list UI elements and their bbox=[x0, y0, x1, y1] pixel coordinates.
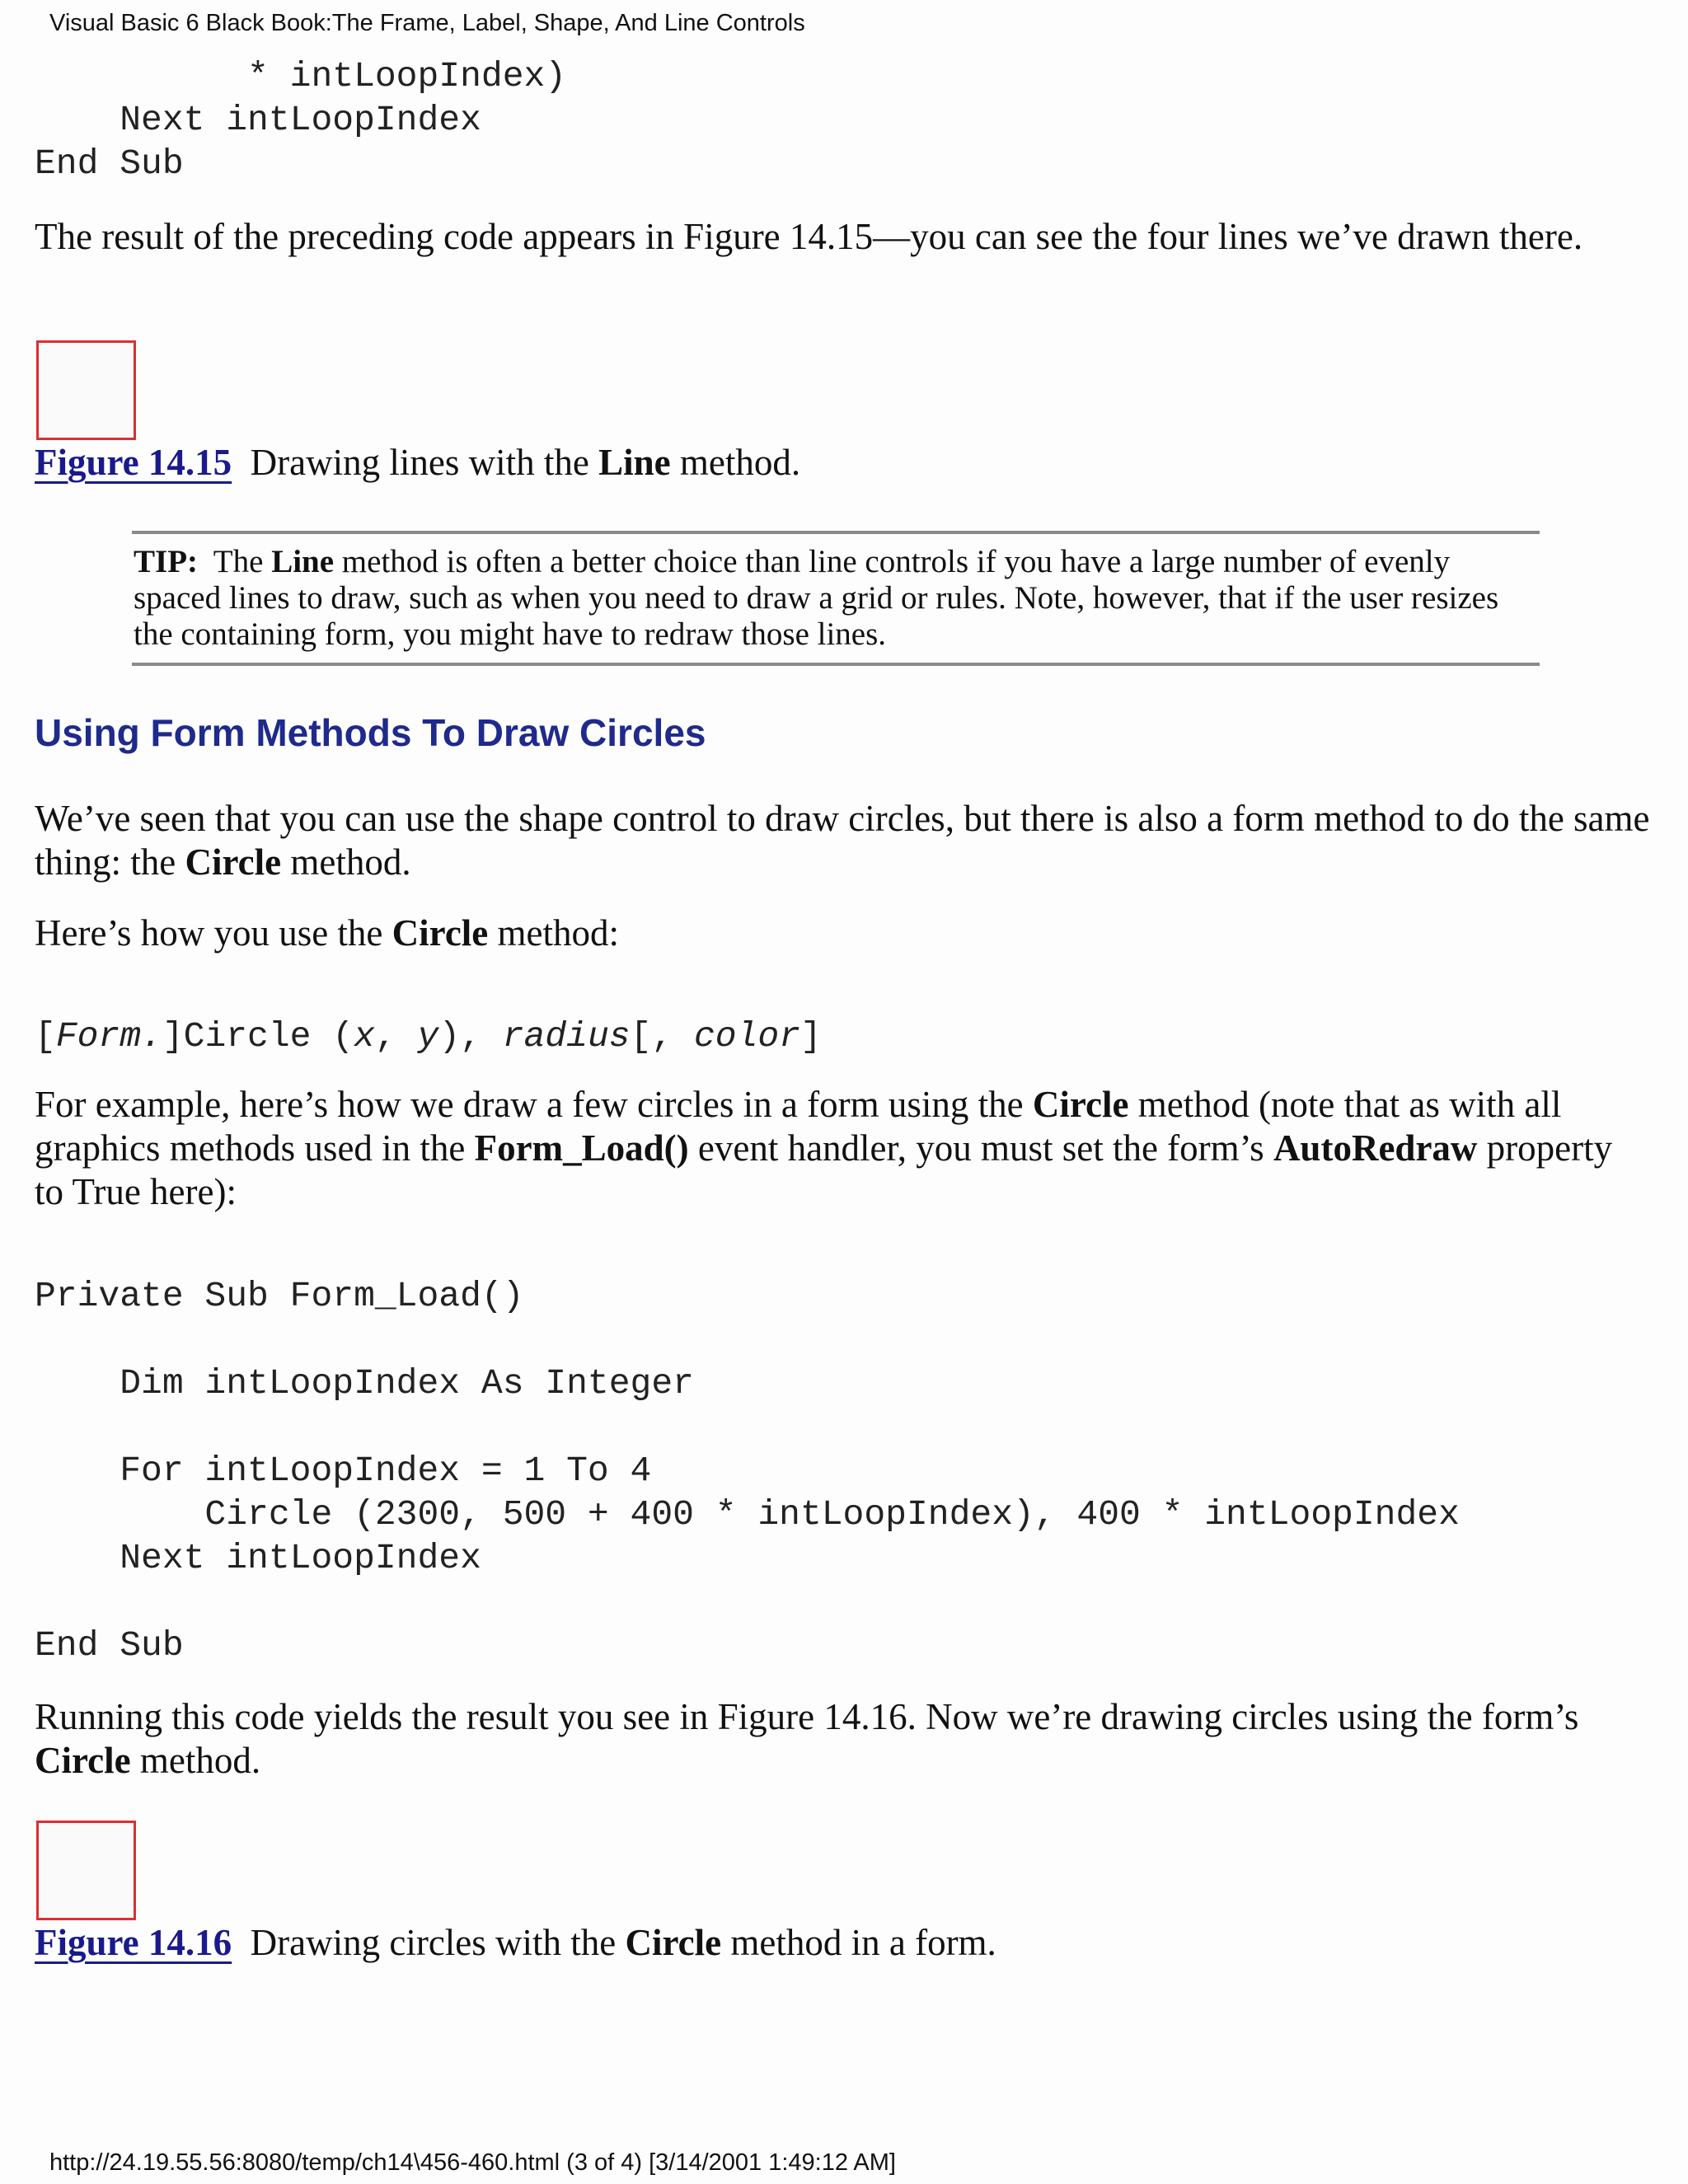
syntax-line: [Form.]Circle (x, y), radius[, color] bbox=[35, 1016, 822, 1057]
code-line: End Sub bbox=[35, 143, 184, 184]
code-line: Circle (2300, 500 + 400 * intLoopIndex), 400 * intLoopIndex bbox=[35, 1494, 1460, 1535]
figure-14-16-caption: Figure 14.16 Drawing circles with the Circle method in a form. bbox=[35, 1922, 996, 1963]
code-line: Private Sub Form_Load() bbox=[35, 1276, 524, 1316]
code-line: Next intLoopIndex bbox=[35, 1538, 481, 1578]
section-heading: Using Form Methods To Draw Circles bbox=[35, 711, 706, 754]
figure-14-15-image-placeholder[interactable] bbox=[36, 340, 136, 440]
figure-14-15-caption: Figure 14.15 Drawing lines with the Line method. bbox=[35, 442, 801, 483]
page-header: Visual Basic 6 Black Book:The Frame, Label, Shape, And Line Controls bbox=[49, 10, 805, 36]
figure-14-16-image-placeholder[interactable] bbox=[36, 1821, 136, 1920]
paragraph-circle-intro: We’ve seen that you can use the shape control to draw circles, but there is also a form method to do the same thing: the Circle method. bbox=[35, 798, 1650, 883]
figure-14-16-link[interactable]: Figure 14.16 bbox=[35, 1922, 232, 1963]
code-line: * intLoopIndex) bbox=[35, 56, 567, 96]
paragraph-running: Running this code yields the result you see in Figure 14.16. Now we’re drawing circles using the form’s Circle method. bbox=[35, 1696, 1579, 1781]
code-line: For intLoopIndex = 1 To 4 bbox=[35, 1451, 652, 1491]
tip-label: TIP: bbox=[134, 544, 198, 579]
code-block-top bbox=[35, 54, 566, 185]
code-line: Next intLoopIndex bbox=[35, 100, 481, 140]
code-line: End Sub bbox=[35, 1625, 184, 1666]
paragraph-result: The result of the preceding code appears in Figure 14.15—you can see the four lines we’ve drawn there. bbox=[35, 216, 1583, 257]
code-block-form-load bbox=[35, 1274, 1460, 1667]
paragraph-circle-usage: Here’s how you use the Circle method: bbox=[35, 912, 619, 954]
figure-14-15-link[interactable]: Figure 14.15 bbox=[35, 442, 232, 483]
page-footer-url: http://24.19.55.56:8080/temp/ch14\456-460.html (3 of 4) [3/14/2001 1:49:12 AM] bbox=[49, 2149, 896, 2176]
tip-box: TIP: The Line method is often a better choice than line controls if you have a large number of evenly spaced lines to draw, such as when you need to draw a grid or rules. Note, however, that if the user resizes the containing form, you might have to redraw those lines. bbox=[132, 531, 1540, 666]
paragraph-example: For example, here’s how we draw a few circles in a form using the Circle method (note that as with all graphics methods used in the Form_Load() event handler, you must set the form’s AutoRedraw property to True here): bbox=[35, 1084, 1613, 1212]
code-line: Dim intLoopIndex As Integer bbox=[35, 1363, 694, 1404]
